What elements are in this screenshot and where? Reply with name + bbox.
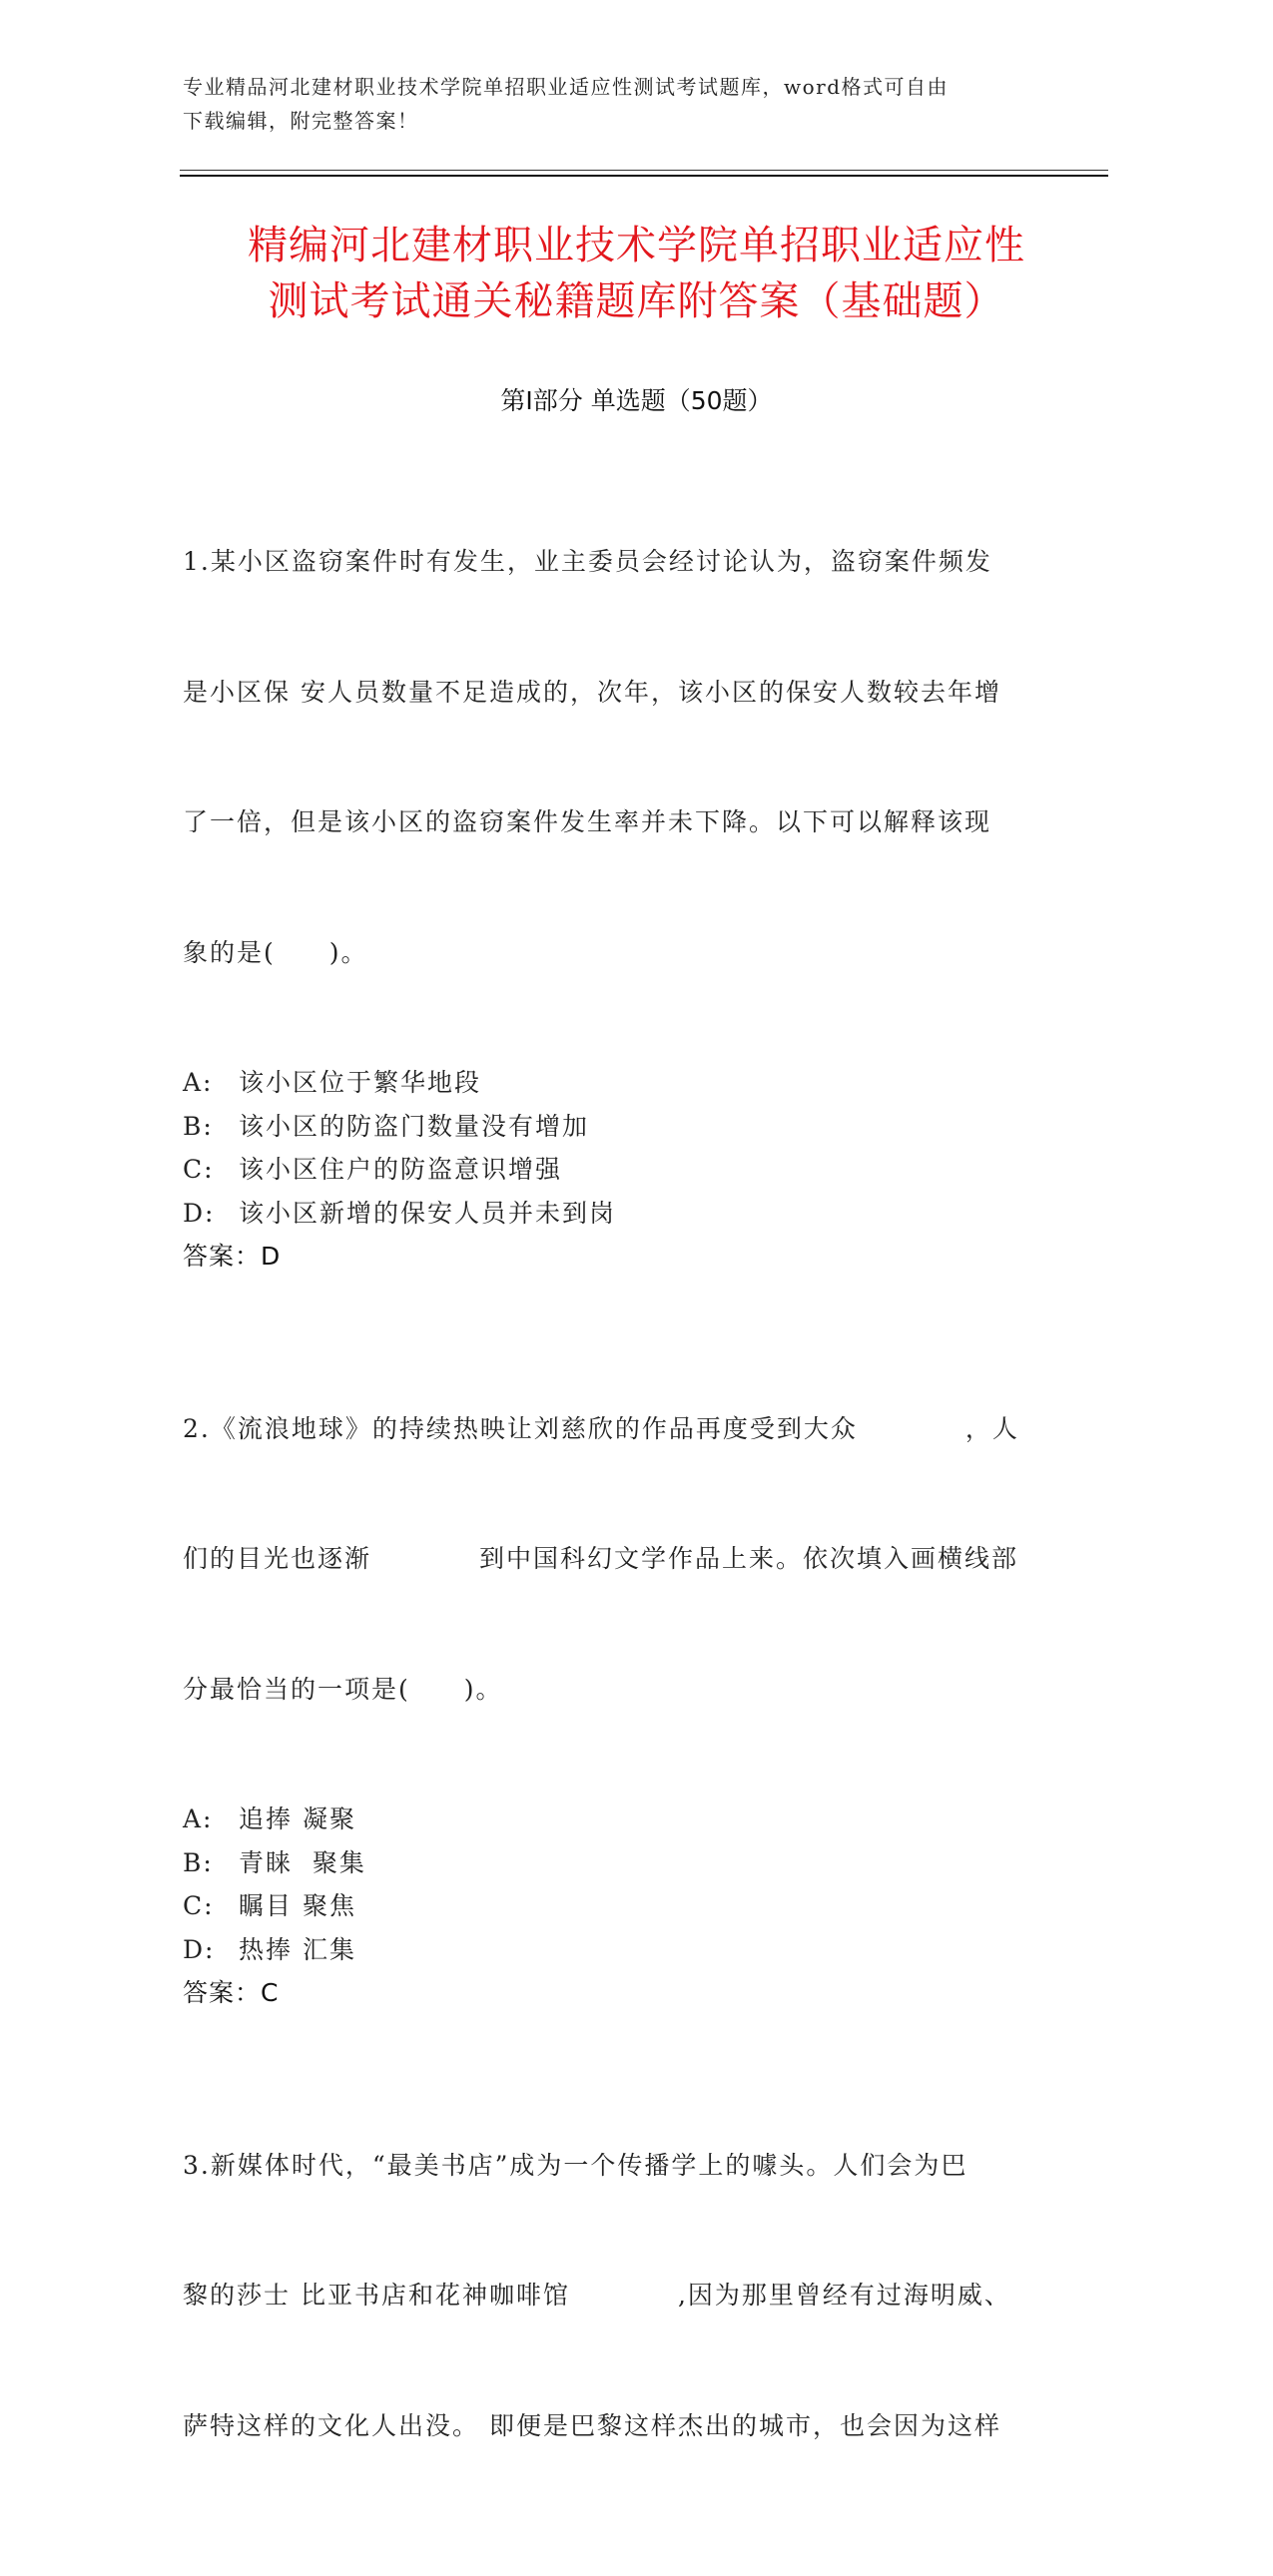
option-text: 该小区位于繁华地段 xyxy=(239,1068,482,1097)
option-text: 青睐 聚集 xyxy=(239,1847,366,1877)
question-2-option-c xyxy=(183,1884,1041,1928)
option-key: D: xyxy=(183,1934,216,1964)
question-1-line-1: 1.某小区盗窃案件时有发生，业主委员会经讨论认为，盗窃案件频发 xyxy=(183,547,992,576)
question-2-option-a xyxy=(183,1798,1041,1841)
question-3-line-2: 黎的莎士 比亚书店和花神咖啡馆 ,因为那里曾经有过海明威、 xyxy=(183,2281,1011,2310)
option-text: 热捧 汇集 xyxy=(239,1934,356,1964)
question-1-line-3: 了一倍，但是该小区的盗窃案件发生率并未下降。以下可以解释该现 xyxy=(183,807,992,836)
option-key: A: xyxy=(183,1068,214,1097)
question-2-line-1: 2.《流浪地球》的持续热映让刘慈欣的作品再度受到大众 ，人 xyxy=(183,1413,1019,1443)
question-2-option-b xyxy=(183,1841,1041,1885)
option-text: 追捧 凝聚 xyxy=(239,1804,356,1833)
header-note-line-1: 专业精品河北建材职业技术学院单招职业适应性测试考试题库，word格式可自由 xyxy=(183,75,950,99)
header-divider-thick xyxy=(180,175,1108,177)
document-title xyxy=(150,218,1123,329)
question-1-answer: 答案：D xyxy=(183,1242,282,1271)
header-note xyxy=(183,70,1061,138)
question-1-option-d xyxy=(183,1192,1041,1236)
question-2-option-d xyxy=(183,1928,1041,1972)
question-2-line-3: 分最恰当的一项是( )。 xyxy=(183,1674,503,1704)
option-key: C: xyxy=(183,1891,215,1920)
question-2 xyxy=(183,1320,1041,2015)
option-key: C: xyxy=(183,1155,215,1184)
question-1 xyxy=(183,453,1041,1279)
question-3-stem xyxy=(183,2057,1041,2535)
question-1-stem xyxy=(183,453,1041,1061)
question-3 xyxy=(183,2057,1041,2535)
option-text: 该小区住户的防盗意识增强 xyxy=(239,1155,563,1184)
question-list xyxy=(183,453,1041,2576)
option-text: 该小区的防盗门数量没有增加 xyxy=(239,1111,590,1141)
option-key: B: xyxy=(183,1111,214,1141)
header-divider-thin xyxy=(180,170,1108,171)
document-title-line-2: 测试考试通关秘籍题库附答案（基础题） xyxy=(268,278,1005,324)
question-1-option-a xyxy=(183,1061,1041,1105)
question-3-line-3: 萨特这样的文化人出没。 即便是巴黎这样杰出的城市，也会因为这样 xyxy=(183,2410,1001,2440)
question-1-option-c xyxy=(183,1148,1041,1192)
header-note-line-2: 下载编辑，附完整答案！ xyxy=(183,109,419,133)
option-text: 瞩目 聚焦 xyxy=(239,1891,356,1920)
document-title-line-1: 精编河北建材职业技术学院单招职业适应性 xyxy=(248,223,1025,268)
question-2-answer: 答案：C xyxy=(183,1978,280,2007)
question-2-stem xyxy=(183,1320,1041,1799)
question-3-line-1: 3.新媒体时代，“最美书店”成为一个传播学上的噱头。人们会为巴 xyxy=(183,2150,968,2180)
question-1-option-b xyxy=(183,1105,1041,1149)
option-key: B: xyxy=(183,1847,214,1877)
question-1-line-4: 象的是( )。 xyxy=(183,937,368,967)
section-heading: 第Ⅰ部分 单选题（50题） xyxy=(500,386,773,415)
question-2-line-2: 们的目光也逐渐 到中国科幻文学作品上来。依次填入画横线部 xyxy=(183,1544,1019,1573)
question-1-line-2: 是小区保 安人员数量不足造成的，次年，该小区的保安人数较去年增 xyxy=(183,677,1001,707)
option-text: 该小区新增的保安人员并未到岗 xyxy=(239,1198,617,1228)
option-key: D: xyxy=(183,1198,216,1228)
option-key: A: xyxy=(183,1804,214,1833)
